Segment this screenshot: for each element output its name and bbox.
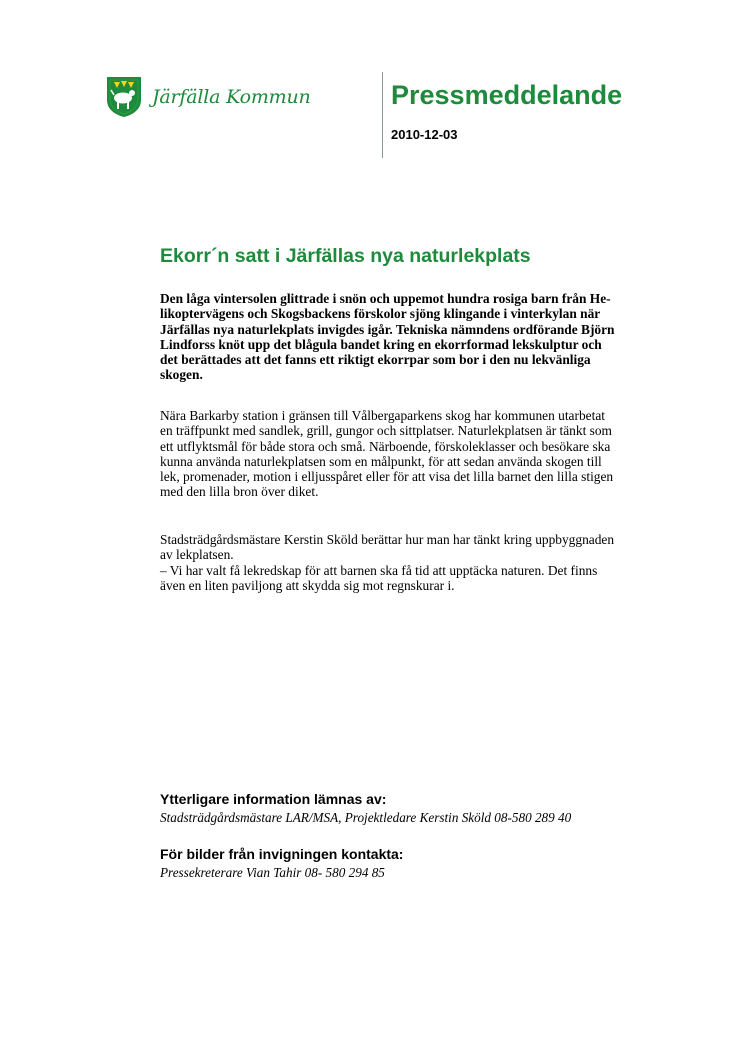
coat-of-arms-icon <box>106 76 142 118</box>
body-line: – Vi har valt få lekredskap för att barnen ska få tid att upptäcka naturen. Det finns <box>160 562 598 578</box>
ingress-line: Den låga vintersolen glittrade i snön och uppemot hundra rosiga barn från He- <box>160 291 611 306</box>
ingress-line: likoptervägens och Skogsbackens förskolor sjöng klingande i vinterkylan när <box>160 306 601 322</box>
contact-heading-images: För bilder från invigningen kontakta: <box>160 846 404 862</box>
body-line: Nära Barkarby station i gränsen till Vålbergaparkens skog har kommunen utarbetat <box>160 408 605 423</box>
body-line: kunna använda naturlekplatsen som en målpunkt, för att sedan använda skogen till <box>160 453 602 469</box>
press-release-headline: Ekorr´n satt i Järfällas nya naturlekplats <box>160 245 531 267</box>
ingress-line: det berättades att det fanns ett riktigt ekorrpar som bor i den nu lekvänliga <box>160 352 591 368</box>
municipality-logo <box>106 76 311 118</box>
header-divider <box>382 72 383 158</box>
ingress-paragraph <box>160 291 680 383</box>
body-line: ett utflyktsmål för både stora och små. Närboende, förskoleklasser och besökare ska <box>160 438 611 454</box>
body-line: en träffpunkt med sandlek, grill, gungor och sittplatser. Naturlekplatsen är tänkt som <box>160 423 612 439</box>
contact-info-person: Stadsträdgårdsmästare LAR/MSA, Projektledare Kerstin Sköld 08-580 289 40 <box>160 810 572 825</box>
body-line: även en liten paviljong att skydda sig mot regnskurar i. <box>160 577 455 593</box>
ingress-line: Lindforss knöt upp det blågula bandet kring en ekorrformad lekskulptur och <box>160 336 602 352</box>
logo-wordmark: Järfälla Kommun <box>152 86 311 108</box>
body-line: med den lilla bron över diket. <box>160 484 319 500</box>
body-paragraph-2 <box>160 532 680 593</box>
body-line: lek, promenader, motion i elljusspåret eller för att visa det lilla barnet den lilla stigen <box>160 469 614 485</box>
document-type-title: Pressmeddelande <box>391 80 623 110</box>
body-line: Stadsträdgårdsmästare Kerstin Sköld berättar hur man har tänkt kring uppbyggnaden <box>160 532 615 547</box>
body-paragraph-1 <box>160 408 680 500</box>
ingress-line: skogen. <box>160 367 203 383</box>
contact-images-person: Pressekreterare Vian Tahir 08- 580 294 85 <box>160 865 385 880</box>
body-line: av lekplatsen. <box>160 547 234 563</box>
contact-heading-info: Ytterligare information lämnas av: <box>160 791 387 807</box>
document-date: 2010-12-03 <box>391 127 458 142</box>
ingress-line: Järfällas nya naturlekplats invigdes igår. Tekniska nämndens ordförande Björn <box>160 321 615 337</box>
